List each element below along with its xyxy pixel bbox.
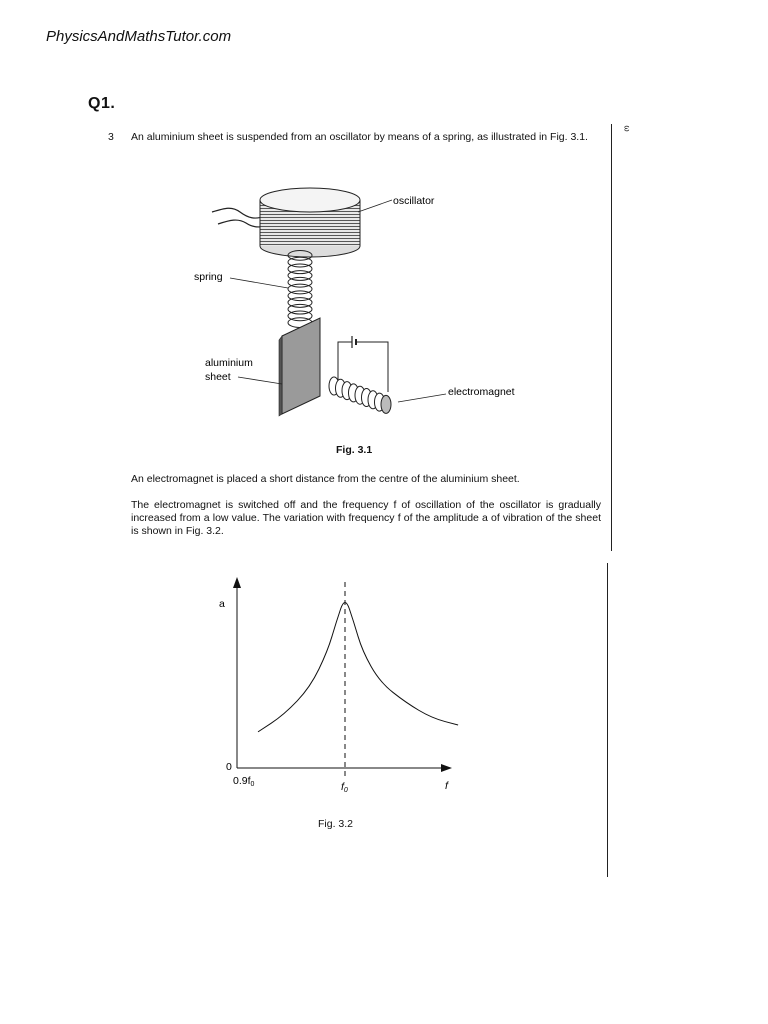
y-axis-arrow xyxy=(233,577,241,588)
paragraph-2: The electromagnet is switched off and the frequency f of oscillation of the oscillator is gradually increased from a low value. The variation with frequency f of the amplitude a of vibration of the sheet is shown in Fig. 3.2. xyxy=(131,499,601,537)
y-axis-label: a xyxy=(219,598,225,610)
label-oscillator: oscillator xyxy=(393,195,435,207)
question-number: 3 xyxy=(108,131,114,143)
x-axis-label: f xyxy=(445,780,448,792)
label-electromagnet: electromagnet xyxy=(448,386,515,398)
question-label: Q1. xyxy=(88,95,116,112)
origin-label: 0 xyxy=(226,761,232,773)
label-sheet: sheet xyxy=(205,371,231,383)
x-axis-arrow xyxy=(441,764,452,772)
label-aluminium: aluminium xyxy=(205,357,253,369)
amplitude-curve xyxy=(258,602,458,731)
paragraph-1: An electromagnet is placed a short distance from the centre of the aluminium sheet. xyxy=(131,473,520,485)
peak-label: f0 xyxy=(341,781,348,794)
figure-3-2-caption: Fig. 3.2 xyxy=(318,818,354,830)
margin-mark: ω xyxy=(622,125,632,132)
site-name: PhysicsAndMathsTutor.com xyxy=(46,28,232,45)
x-start-label: 0.9f0 xyxy=(233,775,255,788)
figure-3-1-caption: Fig. 3.1 xyxy=(336,444,373,456)
question-intro: An aluminium sheet is suspended from an oscillator by means of a spring, as illustrated in Fig. 3.1. xyxy=(131,131,588,143)
label-spring: spring xyxy=(194,271,223,283)
